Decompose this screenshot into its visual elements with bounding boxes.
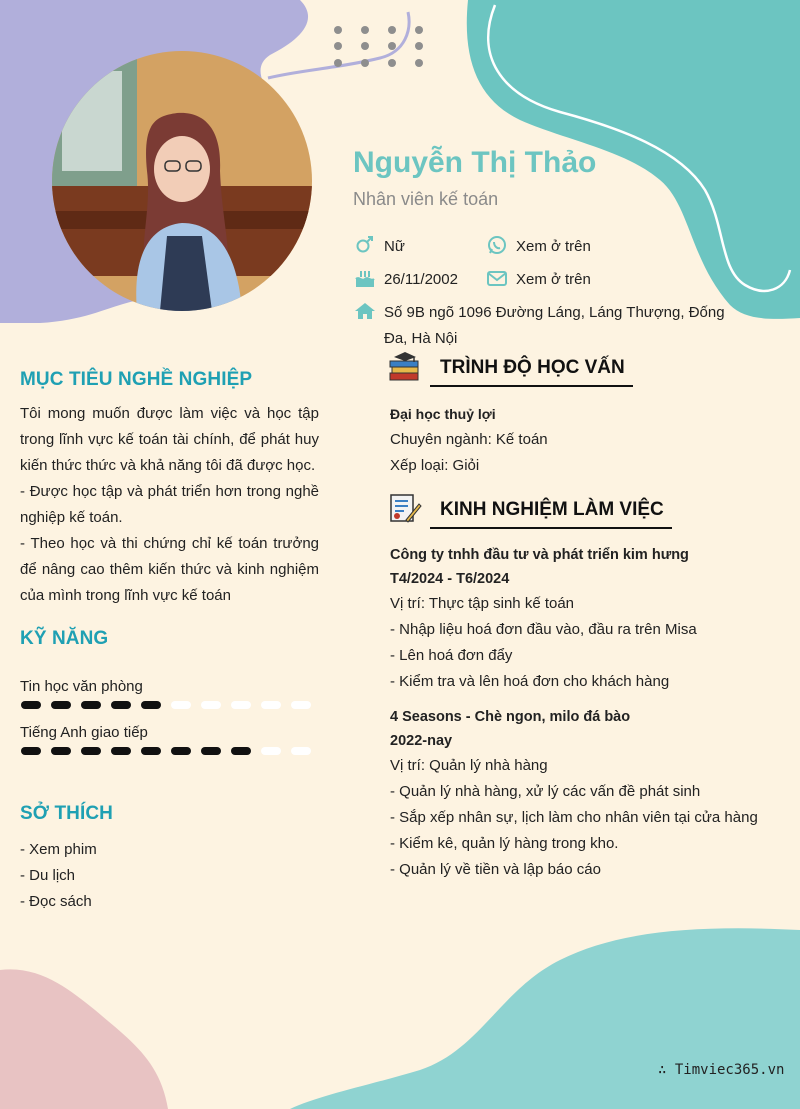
education-section	[390, 401, 548, 479]
document-icon	[388, 492, 422, 524]
job-entry	[390, 543, 790, 695]
hobbies-list	[20, 837, 97, 915]
skill-dash-filled	[111, 747, 131, 755]
hobby-item: - Du lịch	[20, 867, 76, 884]
cake-icon	[354, 268, 376, 288]
hobbies-heading: SỞ THÍCH	[20, 803, 114, 824]
hobby-item: - Đọc sách	[20, 893, 92, 910]
objective-line: - Theo học và thi chứng chỉ kế toán trưởng để nâng cao thêm kiến thức và kinh nghiệm của mình trong lĩnh vực kế toán	[20, 535, 319, 604]
skill-dash-filled	[51, 701, 71, 709]
dot-grid	[334, 26, 423, 67]
skill-dash-empty	[261, 747, 281, 755]
gender-text: Nữ	[384, 238, 405, 255]
skill-dash-empty	[261, 701, 281, 709]
skill-rating-bar	[20, 700, 320, 710]
skill-dash-filled	[201, 747, 221, 755]
job-period: T4/2024 - T6/2024	[390, 571, 510, 587]
school-name: Đại học thuỷ lợi	[390, 406, 496, 422]
candidate-name: Nguyễn Thị Thảo	[353, 146, 597, 179]
job-position: Vị trí: Thực tập sinh kế toán	[390, 595, 575, 612]
company-name: 4 Seasons - Chè ngon, milo đá bào	[390, 709, 631, 725]
job-task: - Quản lý về tiền và lập báo cáo	[390, 861, 601, 878]
skill-dash-empty	[291, 747, 311, 755]
objective-line: Tôi mong muốn được làm việc và học tập trong lĩnh vực kế toán tài chính, để phát huy kiến thức thức và khả năng tôi đã được học.	[20, 405, 319, 474]
gender-icon	[354, 235, 376, 255]
pink-blob	[0, 969, 168, 1109]
skill-dash-empty	[201, 701, 221, 709]
footer-brand[interactable]: ∴ Timviec365.vn	[658, 1062, 785, 1078]
skill-dash-empty	[231, 701, 251, 709]
objective-section	[20, 401, 319, 609]
objective-heading: MỤC TIÊU NGHỀ NGHIỆP	[20, 369, 253, 390]
skill-dash-filled	[141, 701, 161, 709]
skill-dash-empty	[171, 701, 191, 709]
skill-dash-empty	[291, 701, 311, 709]
education-major: Chuyên ngành: Kế toán	[390, 431, 548, 448]
skill-rating-bar	[20, 746, 320, 756]
hobby-item: - Xem phim	[20, 841, 97, 858]
books-icon	[388, 351, 422, 383]
address-text: Số 9B ngõ 1096 Đường Láng, Láng Thượng, Đống Đa, Hà Nội	[384, 304, 725, 347]
email-text: Xem ở trên	[516, 271, 591, 288]
skill-dash-filled	[141, 747, 161, 755]
birthday-text: 26/11/2002	[384, 271, 458, 288]
experience-heading: KINH NGHIỆM LÀM VIỆC	[430, 499, 672, 529]
job-task: - Nhập liệu hoá đơn đầu vào, đầu ra trên Misa	[390, 621, 697, 638]
whatsapp-icon	[486, 235, 508, 255]
skill-dash-filled	[81, 747, 101, 755]
job-task: - Kiểm kê, quản lý hàng trong kho.	[390, 835, 619, 852]
job-task: - Sắp xếp nhân sự, lịch làm cho nhân viên tại cửa hàng	[390, 809, 758, 826]
job-period: 2022-nay	[390, 733, 453, 749]
skills-heading: KỸ NĂNG	[20, 628, 109, 649]
job-title: Nhân viên kế toán	[353, 189, 499, 209]
job-task: - Lên hoá đơn đẩy	[390, 647, 513, 664]
job-task: - Quản lý nhà hàng, xử lý các vấn đề phát sinh	[390, 783, 701, 800]
job-position: Vị trí: Quản lý nhà hàng	[390, 757, 548, 774]
profile-photo	[52, 51, 312, 311]
skill-dash-filled	[171, 747, 191, 755]
skill-label: Tin học văn phòng	[20, 678, 143, 695]
skill-dash-filled	[21, 701, 41, 709]
envelope-icon	[486, 268, 508, 288]
skill-dash-filled	[111, 701, 131, 709]
home-icon	[354, 301, 376, 321]
skill-dash-filled	[231, 747, 251, 755]
job-entry	[390, 705, 790, 883]
education-heading: TRÌNH ĐỘ HỌC VẤN	[430, 357, 633, 387]
objective-line: - Được học tập và phát triển hơn trong nghề nghiệp kế toán.	[20, 483, 319, 526]
job-task: - Kiểm tra và lên hoá đơn cho khách hàng	[390, 673, 670, 690]
education-grade: Xếp loại: Giỏi	[390, 457, 480, 474]
experience-section	[390, 543, 790, 883]
skill-dash-filled	[51, 747, 71, 755]
phone-text: Xem ở trên	[516, 238, 591, 255]
skill-dash-filled	[81, 701, 101, 709]
company-name: Công ty tnhh đầu tư và phát triển kim hưng	[390, 547, 689, 563]
teal-bottom-blob	[290, 928, 800, 1109]
skill-label: Tiếng Anh giao tiếp	[20, 724, 148, 741]
skill-dash-filled	[21, 747, 41, 755]
